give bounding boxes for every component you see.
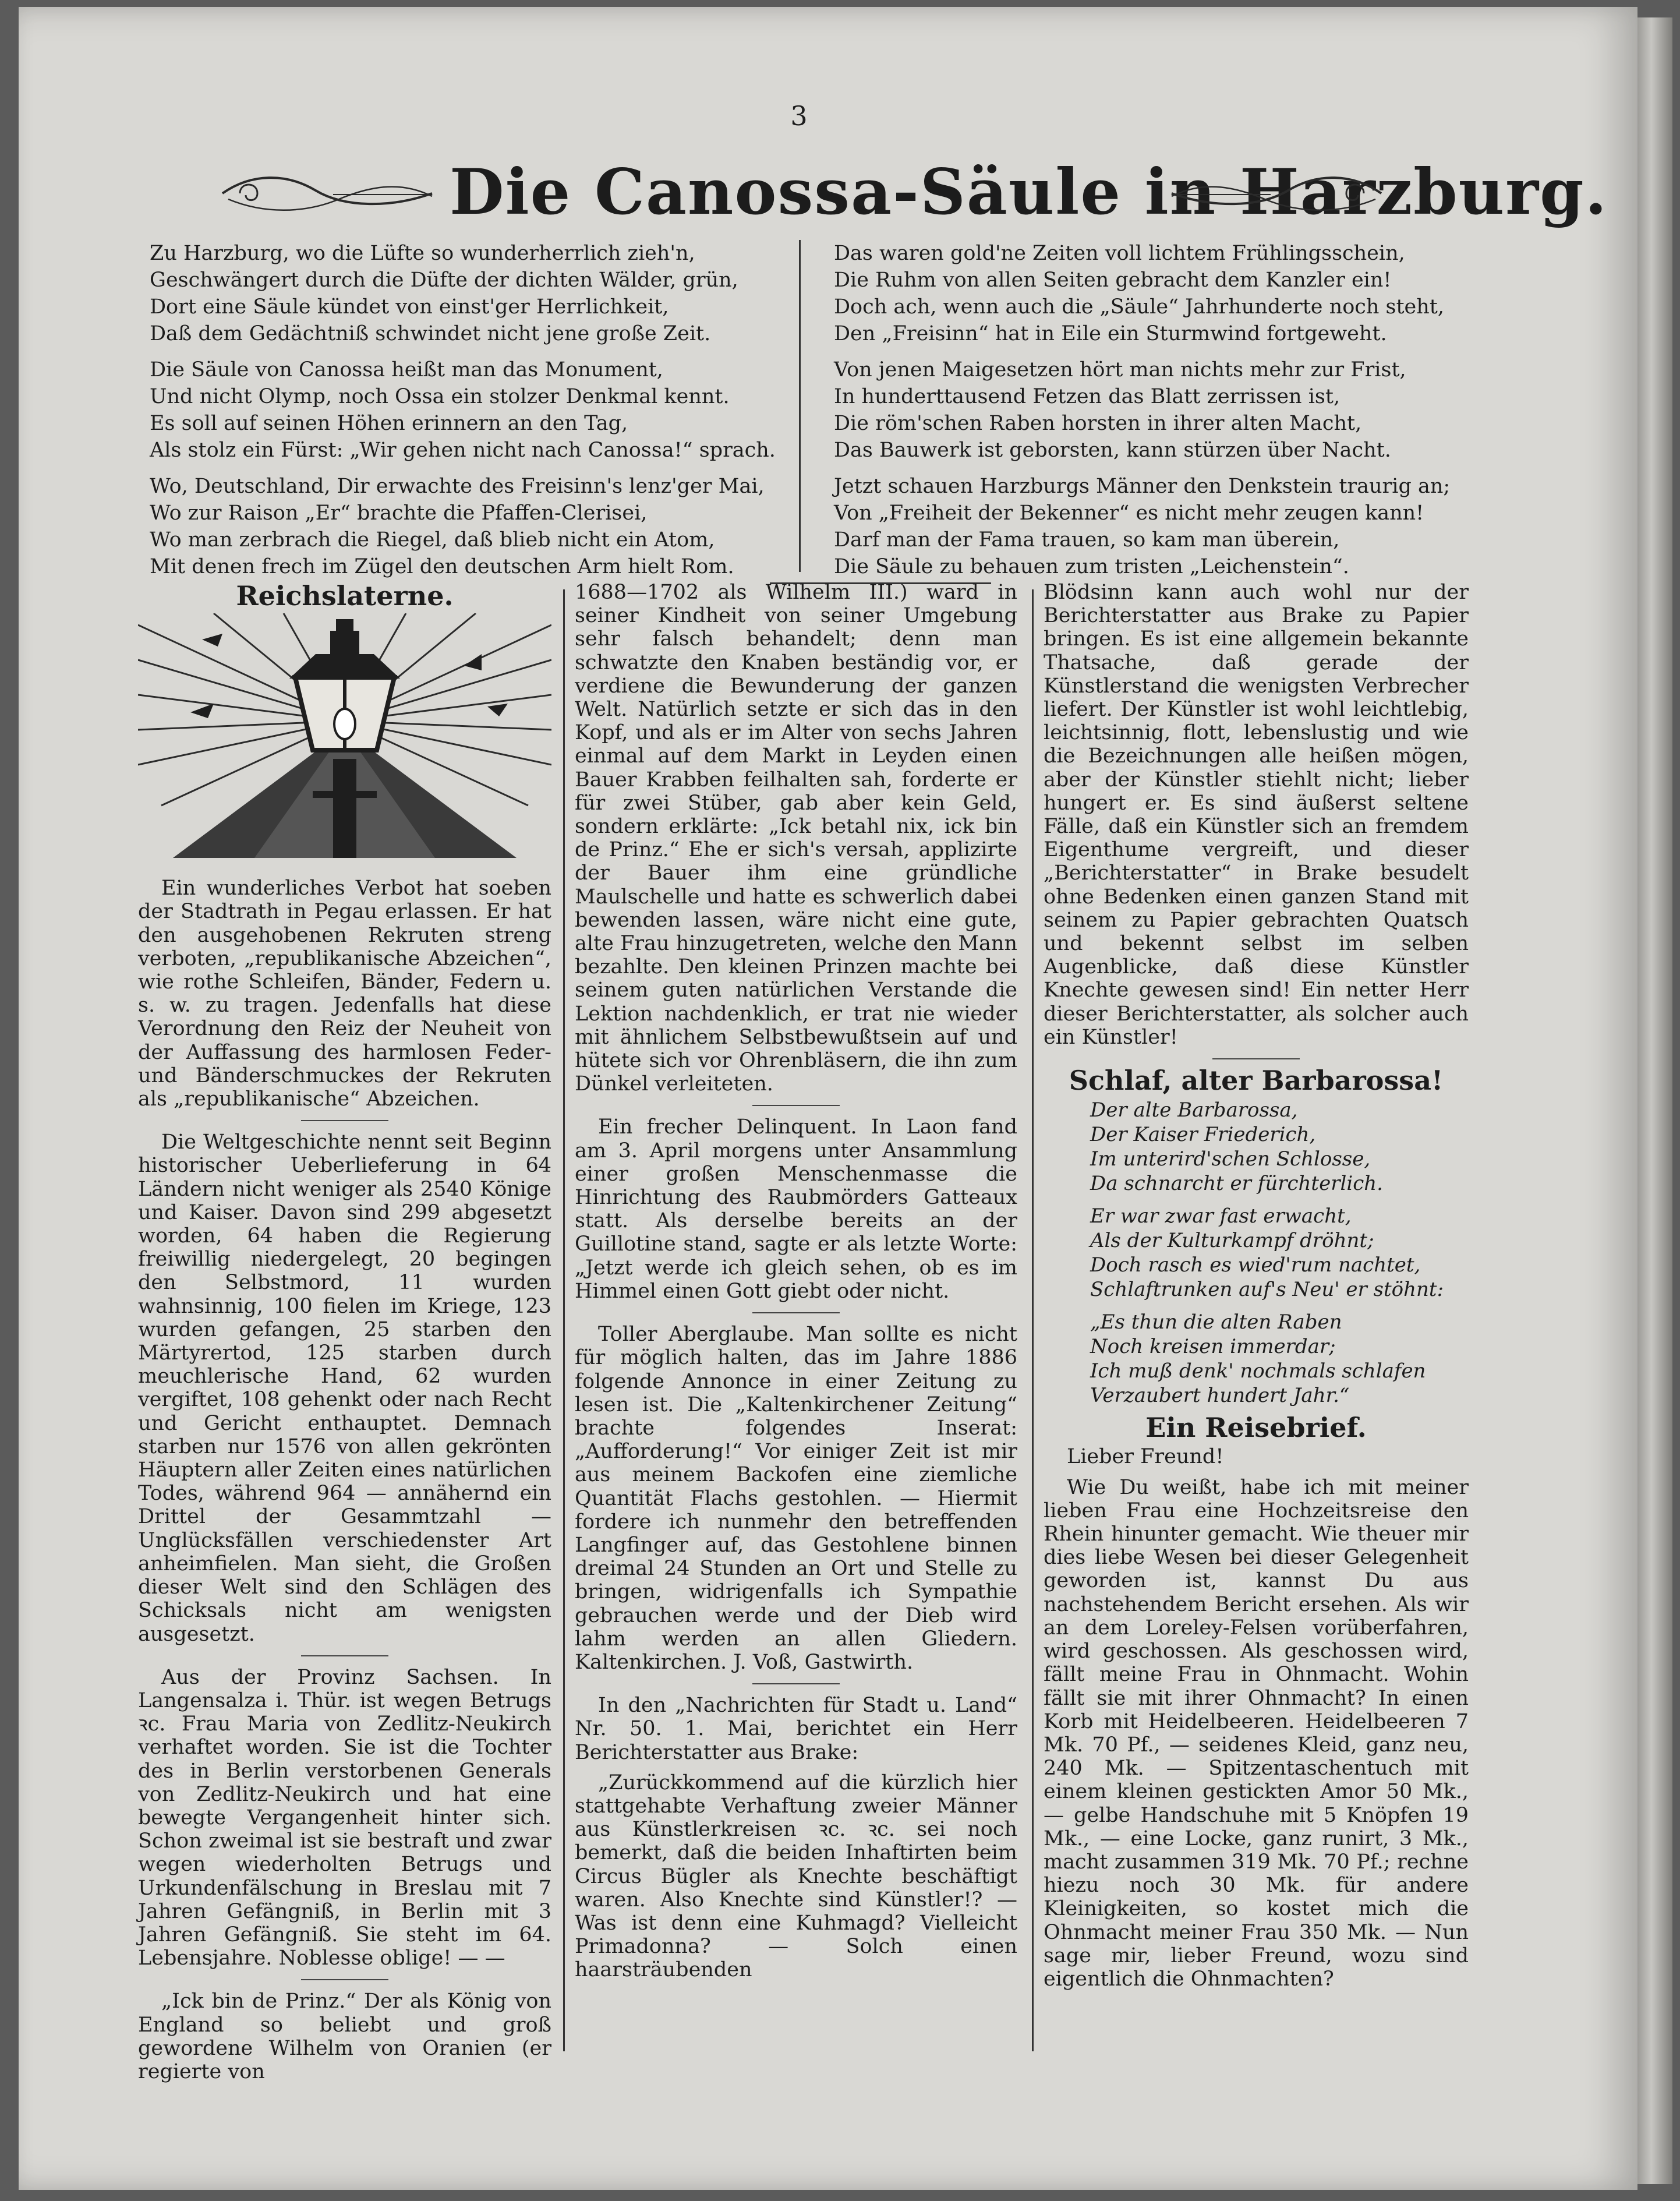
article-paragraph: In den „Nachrichten für Stadt u. Land“ Nr. 50. 1. Mai, berichtet ein Herr Berichterstatter aus Brake: [575,1694,1017,1764]
section-separator [752,1105,840,1106]
poem-line: Als stolz ein Fürst: „Wir gehen nicht nach Canossa!“ sprach. [150,439,776,462]
poem-stanza [834,356,1440,464]
column-rule [563,589,565,2051]
poem-line: Dort eine Säule kündet von einst'ger Herrlichkeit, [150,295,669,319]
section-separator [301,1120,388,1121]
lantern-illustration [138,613,551,864]
article-paragraph: „Zurückkommend auf die kürzlich hier stattgehabte Verhaftung zweier Männer aus Künstlerkreisen ꝛc. ꝛc. sei noch bemerkt, daß die beiden Inhaftirten beim Circus Bügler als Knechte beschäftigt waren. Also Knechte sind Künstler!? — Was ist denn eine Kuhmagd? Vielleicht Primadonna? — Solch einen haarsträubenden [575,1771,1017,1982]
poem-line: Die Säule von Canossa heißt man das Monument, [150,358,663,381]
title-row [217,156,1608,231]
poem-line: Das waren gold'ne Zeiten voll lichtem Frühlingsschein, [834,242,1405,265]
poem-line: Er war zwar fast erwacht, [1090,1204,1352,1228]
flourish-right-ornament [1166,167,1387,220]
poem-stanza [150,240,755,347]
poem-line: In hunderttausend Fetzen das Blatt zerrissen ist, [834,385,1341,408]
poem-stanza [834,240,1445,347]
poem-line: Doch ach, wenn auch die „Säule“ Jahrhunderte noch steht, [834,295,1445,319]
poem-line: Den „Freisinn“ hat in Eile ein Sturmwind fortgeweht. [834,322,1387,345]
letter-body: Wie Du weißt, habe ich mit meiner lieben Frau eine Hochzeitsreise den Rhein hinunter gemacht. Wie theuer mir dies liebe Wesen bei dieser Gelegenheit geworden ist, kannst Du aus nachstehendem Bericht ersehen. Als wir an dem Loreley-Felsen vorüberfahren, wird geschossen. Als geschossen wird, fällt meine Frau in Ohnmacht. Wohin fällt sie mit ihrer Ohnmacht? In einen Korb mit Heidelbeeren. Heidelbeeren 7 Mk. 70 Pf., — seidenes Kleid, ganz neu, 240 Mk. — Spitzentaschentuch mit einem kleinen gestickten Amor 50 Mk., — gelbe Handschuhe mit 5 Knöpfen 19 Mk., — eine Locke, ganz runirt, 3 Mk., macht zusammen 319 Mk. 70 Pf.; rechne hiezu noch 30 Mk. für andere Kleinigkeiten, so kostet mich die Ohnmacht meiner Frau 350 Mk. — Nun sage mir, lieber Freund, wozu sind eigentlich die Ohnmachten? [1044,1475,1469,1991]
poem-line: Noch kreisen immerdar; [1090,1335,1336,1359]
poem-line: Jetzt schauen Harzburgs Männer den Denkstein traurig an; [834,475,1451,498]
lantern-icon [138,613,551,864]
poem-left-column [150,240,776,589]
poem-heading-barbarossa: Schlaf, alter Barbarossa! [1069,1065,1444,1097]
column-one [138,581,551,2090]
article-paragraph: Ein frecher Delinquent. In Laon fand am 3. April morgens unter Ansammlung einer großen Menschenmasse die Hinrichtung des Raubmörders Gatteaux statt. Als derselbe bereits an der Guillotine stand, sagte er als letzte Worte: „Jetzt werde ich gleich sehen, ob es im Himmel einen Gott giebt oder nicht. [575,1115,1017,1303]
article-paragraph: „Ick bin de Prinz.“ Der als König von England so beliebt und groß gewordene Wilhelm von Oranien (er regierte von [138,1990,551,2083]
poem-line: Daß dem Gedächtniß schwindet nicht jene große Zeit. [150,322,711,345]
poem-line: Wo zur Raison „Er“ brachte die Pfaffen-Clerisei, [150,501,648,525]
poem-line: Als der Kulturkampf dröhnt; [1090,1229,1374,1253]
poem-line: Der Kaiser Friederich, [1090,1123,1316,1147]
poem-line: Die röm'schen Raben horsten in ihrer alten Macht, [834,412,1362,435]
poem-line: Ich muß denk' nochmals schlafen [1090,1359,1426,1383]
poem-stanza [150,473,765,580]
poem-right-column [834,240,1451,589]
section-separator [301,1979,388,1980]
poem-line: Es soll auf seinen Höhen erinnern an den Tag, [150,412,628,435]
article-paragraph: Toller Aberglaube. Man sollte es nicht für möglich halten, das im Jahre 1886 folgende Annonce in einer Zeitung zu lesen ist. Die „Kaltenkirchener Zeitung“ brachte folgendes Inserat: „Aufforderung!“ Vor einiger Zeit ist mir aus meinem Backofen eine ziemliche Quantität Flachs gestohlen. — Hiermit fordere ich nunmehr den betreffenden Langfinger auf, das Gestohlene binnen dreimal 24 Stunden an Ort und Stelle zu bringen, widrigenfalls ich Sympathie gebrauchen werde und der Dieb wird lahm werden an allen Gliedern. Kaltenkirchen. J. Voß, Gastwirth. [575,1323,1017,1674]
section-separator [752,1683,840,1684]
poem-stanza [1090,1204,1469,1302]
section-heading-reichslaterne: Reichslaterne. [236,580,454,612]
book-page-edge [1637,17,1672,2184]
article-paragraph: Ein wunderliches Verbot hat soeben der Stadtrath in Pegau erlassen. Er hat den ausgehobenen Rekruten streng verboten, „republikanische Abzeichen“, wie rothe Schleifen, Bänder, Federn u. s. w. zu tragen. Jedenfalls hat diese Verordnung den Reiz der Neuheit von der Auffassung des harmlosen Feder- und Bänderschmuckes der Rekruten als „republikanische“ Abzeichen. [138,877,551,1111]
column-three [1044,581,1469,1998]
poem-line: Zu Harzburg, wo die Lüfte so wunderherrlich zieh'n, [150,242,695,265]
poem-line: Das Bauwerk ist geborsten, kann stürzen über Nacht. [834,439,1391,462]
poem-column-divider [799,240,801,572]
poem-line: Darf man der Fama trauen, so kam man überein, [834,528,1340,552]
poem-line: Wo, Deutschland, Dir erwachte des Freisinn's lenz'ger Mai, [150,475,765,498]
poem-line: Von jenen Maigesetzen hört man nichts mehr zur Frist, [834,358,1406,381]
poem-line: Wo man zerbrach die Riegel, daß blieb nicht ein Atom, [150,528,715,552]
poem-stanza [834,473,1451,580]
page-number: 3 [790,100,808,132]
section-separator [752,1312,840,1313]
poem-line: Da schnarcht er fürchterlich. [1090,1172,1383,1196]
poem-line: Und nicht Olymp, noch Ossa ein stolzer Denkmal kennt. [150,385,730,408]
article-paragraph: Blödsinn kann auch wohl nur der Berichterstatter aus Brake zu Papier bringen. Es ist eine allgemein bekannte Thatsache, daß gerade der Künstlerstand die wenigsten Verbrecher liefert. Der Künstler ist wohl leichtlebig, leichtsinnig, flott, lebenslustig und wie die Bezeichnungen alle heißen mögen, aber der Künstler stiehlt nicht; lieber hungert er. Es sind äußerst seltene Fälle, daß ein Künstler sich an fremdem Eigenthume vergreift, und dieser „Berichterstatter“ in Brake besudelt ohne Bedenken einen ganzen Stand mit seinem zu Papier gebrachten Quatsch und bekennt selbst im selben Augenblicke, daß diese Künstler Knechte gewesen sind! Ein netter Herr dieser Berichterstatter, als solcher auch ein Künstler! [1044,581,1469,1049]
newspaper-page [19,7,1637,2190]
poem-line: Schlaftrunken auf's Neu' er stöhnt: [1090,1278,1444,1302]
poem-stanza [1090,1310,1469,1408]
article-paragraph: Die Weltgeschichte nennt seit Beginn historischer Ueberlieferung in 64 Ländern nicht weniger als 2540 Könige und Kaiser. Davon sind 299 abgesetzt worden, 64 haben die Regierung freiwillig niedergelegt, 20 begingen den Selbstmord, 11 wurden wahnsinnig, 100 fielen im Kriege, 123 wurden gefangen, 25 starben den Märtyrertod, 125 starben durch meuchlerische Hand, 62 wurden vergiftet, 108 gehenkt oder nach Recht und Gericht enthauptet. Demnach starben nur 1576 von allen gekrönten Häuptern aller Zeiten eines natürlichen Todes, während 964 — annähernd ein Drittel der Gesammtzahl — Unglücksfällen verschiedenster Art anheimfielen. Man sieht, die Großen dieser Welt sind den Schlägen des Schicksals nicht am wenigsten ausgesetzt. [138,1130,551,1646]
poem-line: Die Säule zu behauen zum tristen „Leichenstein“. [834,555,1349,578]
column-rule [1032,589,1034,2051]
poem-line: Doch rasch es wied'rum nachtet, [1090,1253,1421,1277]
poem-line: „Es thun die alten Raben [1090,1310,1342,1334]
article-paragraph: 1688—1702 als Wilhelm III.) ward in seiner Kindheit von seiner Umgebung sehr falsch behandelt; denn man schwatzte den Knaben beständig vor, er verdiene die Bewunderung der ganzen Welt. Natürlich setzte er sich das in den Kopf, und als er im Alter von sechs Jahren einmal auf dem Markt in Leyden einen Bauer Krabben feilhalten sah, forderte er für zwei Stüber, gab aber kein Geld, sondern erklärte: „Ick betahl nix, ick bin de Prinz.“ Ehe er sich's versah, applizirte der Bauer ihm eine gründliche Maulschelle und hatte es schwerlich dabei bewenden lassen, wäre nicht eine gute, alte Frau hinzugetreten, welche den Mann bezahlte. Den kleinen Prinzen machte bei seinem guten natürlichen Verstande die Lektion nachdenklich, er trat nie wieder mit ähnlichem Selbstbewußtsein auf und hütete sich vor Ohrenbläsern, die ihn zum Dünkel verleiteten. [575,581,1017,1096]
section-separator [301,1655,388,1656]
poem-stanza [1090,1098,1469,1196]
article-paragraph: Aus der Provinz Sachsen. In Langensalza i. Thür. ist wegen Betrugs ꝛc. Frau Maria von Zedlitz-Neukirch verhaftet worden. Sie ist die Tochter des in Berlin verstorbenen Generals von Zedlitz-Neukirch und hat eine bewegte Vergangenheit hinter sich. Schon zweimal ist sie bestraft und zwar wegen wiederholten Betrugs und Urkundenfälschung in Breslau mit 7 Jahren Gefängniß, in Berlin mit 3 Jahren Gefängniß. Sie steht im 64. Lebensjahre. Noblesse oblige! — — [138,1665,551,1970]
article-title: Die Canossa-Säule in Harzburg. [450,156,1608,229]
barbarossa-poem [1044,1098,1469,1408]
poem-line: Mit denen frech im Zügel den deutschen Arm hielt Rom. [150,555,734,578]
poem-line: Geschwängert durch die Düfte der dichten Wälder, grün, [150,268,738,292]
poem-line: Verzaubert hundert Jahr.“ [1090,1384,1350,1408]
poem-stanza [150,356,776,464]
poem-line: Im unterird'schen Schlosse, [1090,1147,1371,1171]
poem-line: Der alte Barbarossa, [1090,1098,1298,1122]
poem-line: Die Ruhm von allen Seiten gebracht dem Kanzler ein! [834,268,1392,292]
letter-salutation: Lieber Freund! [1067,1445,1224,1469]
section-separator [1212,1058,1300,1059]
section-heading-reisebrief: Ein Reisebrief. [1145,1412,1367,1444]
column-two [575,581,1017,1989]
flourish-left-ornament [217,167,438,220]
poem-line: Von „Freiheit der Bekenner“ es nicht mehr zeugen kann! [834,501,1424,525]
